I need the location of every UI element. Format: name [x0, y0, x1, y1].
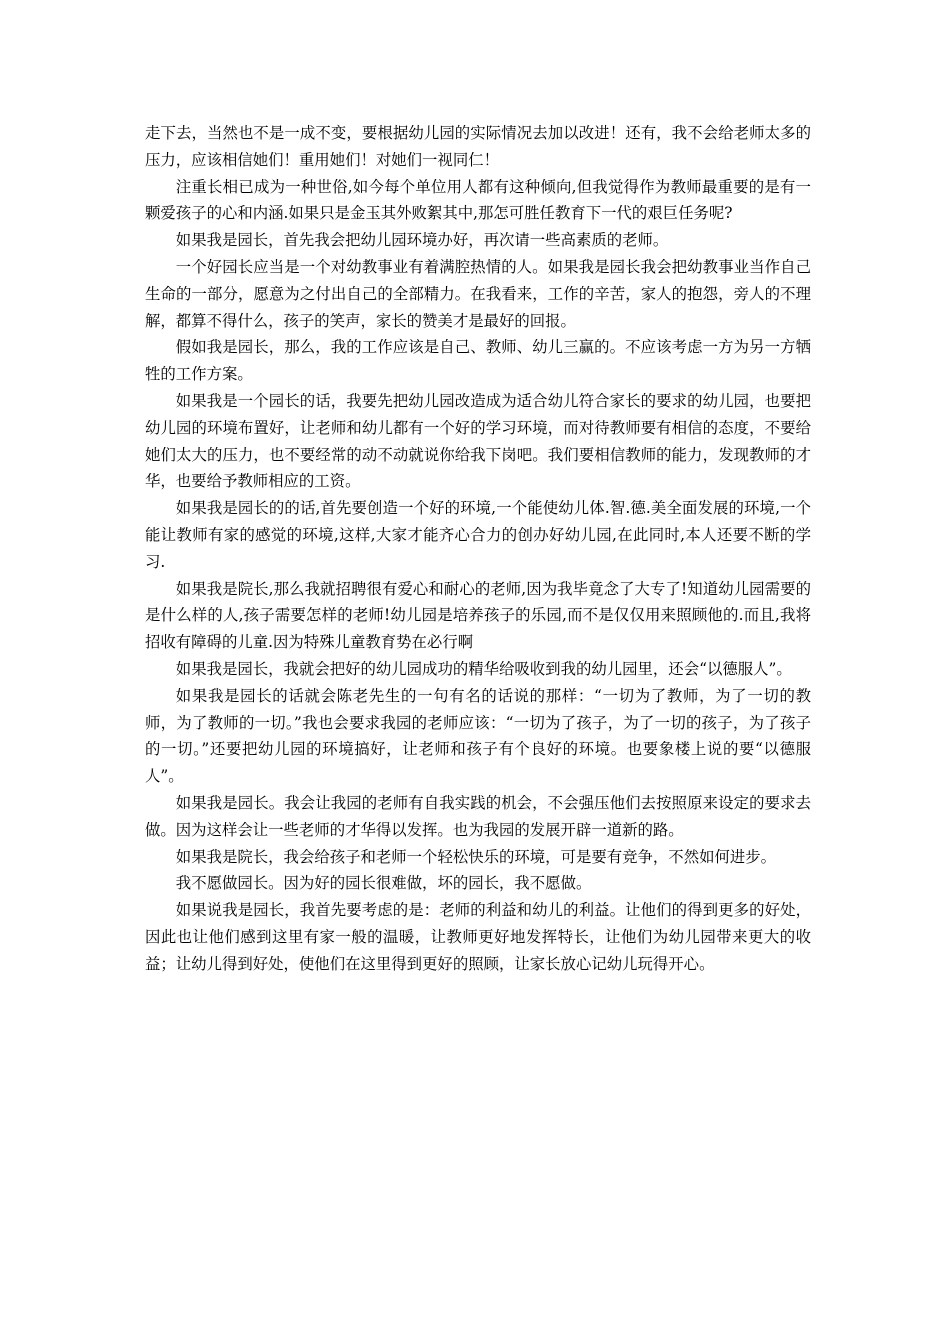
paragraph: 我不愿做园长。因为好的园长很难做，坏的园长，我不愿做。 — [175, 874, 592, 893]
paragraph: 如果说我是园长，我首先要考虑的是：老师的利益和幼儿的利益。让他们的得到更多的好处，因此也让他们感到这里有家一般的温暖，让教师更好地发挥特长，让他们为幼儿园带来更大的收益；让幼儿得到好处，使他们在这里得到更好的照顾，让家长放心记幼儿玩得开心。 — [145, 901, 811, 973]
paragraph-continued: 走下去，当然也不是一成不变，要根据幼儿园的实际情况去加以改进！还有，我不会给老师太多的压力，应该相信她们！重用她们！对她们一视同仁！ — [145, 124, 811, 169]
paragraph: 如果我是一个园长的话，我要先把幼儿园改造成为适合幼儿符合家长的要求的幼儿园，也要把幼儿园的环境布置好，让老师和幼儿都有一个好的学习环境，而对待教师要有相信的态度，不要给她们太大的压力，也不要经常的动不动就说你给我下岗吧。我们要相信教师的能力，发现教师的才华，也要给予教师相应的工资。 — [145, 391, 811, 491]
paragraph: 如果我是院长，我会给孩子和老师一个轻松快乐的环境，可是要有竞争，不然如何进步。 — [175, 847, 777, 866]
paragraph: 注重长相已成为一种世俗,如今每个单位用人都有这种倾向,但我觉得作为教师最重要的是有一颗爱孩子的心和内涵.如果只是金玉其外败絮其中,那怎可胜任教育下一代的艰巨任务呢? — [145, 177, 811, 223]
paragraph: 如果我是园长，我就会把好的幼儿园成功的精华给吸收到我的幼儿园里，还会“以德服人”。 — [175, 659, 792, 678]
paragraph: 一个好园长应当是一个对幼教事业有着满腔热情的人。如果我是园长我会把幼教事业当作自己生命的一部分，愿意为之付出自己的全部精力。在我看来，工作的辛苦，家人的抱怨，旁人的不理解，都算不得什么，孩子的笑声，家长的赞美才是最好的回报。 — [145, 257, 811, 330]
document-body — [145, 120, 811, 978]
paragraph: 如果我是院长,那么我就招聘很有爱心和耐心的老师,因为我毕竟念了大专了!知道幼儿园需要的是什么样的人,孩子需要怎样的老师!幼儿园是培养孩子的乐园,而不是仅仅用来照顾他的.而且,我将招收有障碍的儿童.因为特殊儿童教育势在必行啊 — [145, 579, 811, 652]
paragraph: 如果我是园长，首先我会把幼儿园环境办好，再次请一些高素质的老师。 — [175, 231, 669, 250]
paragraph: 如果我是园长的话就会陈老先生的一句有名的话说的那样：“一切为了教师，为了一切的教师，为了教师的一切。”我也会要求我园的老师应该：“一切为了孩子，为了一切的孩子，为了孩子的一切。”还要把幼儿园的环境搞好，让老师和孩子有个良好的环境。也要象楼上说的要“以德服人”。 — [145, 686, 811, 786]
paragraph: 如果我是园长。我会让我园的老师有自我实践的机会，不会强压他们去按照原来设定的要求去做。因为这样会让一些老师的才华得以发挥。也为我园的发展开辟一道新的路。 — [145, 793, 811, 839]
paragraph: 如果我是园长的的话,首先要创造一个好的环境,一个能使幼儿体.智.德.美全面发展的环境,一个能让教师有家的感觉的环境,这样,大家才能齐心合力的创办好幼儿园,在此同时,本人还要不断的学习. — [145, 499, 811, 571]
paragraph: 假如我是园长，那么，我的工作应该是自己、教师、幼儿三赢的。不应该考虑一方为另一方牺牲的工作方案。 — [145, 338, 811, 384]
